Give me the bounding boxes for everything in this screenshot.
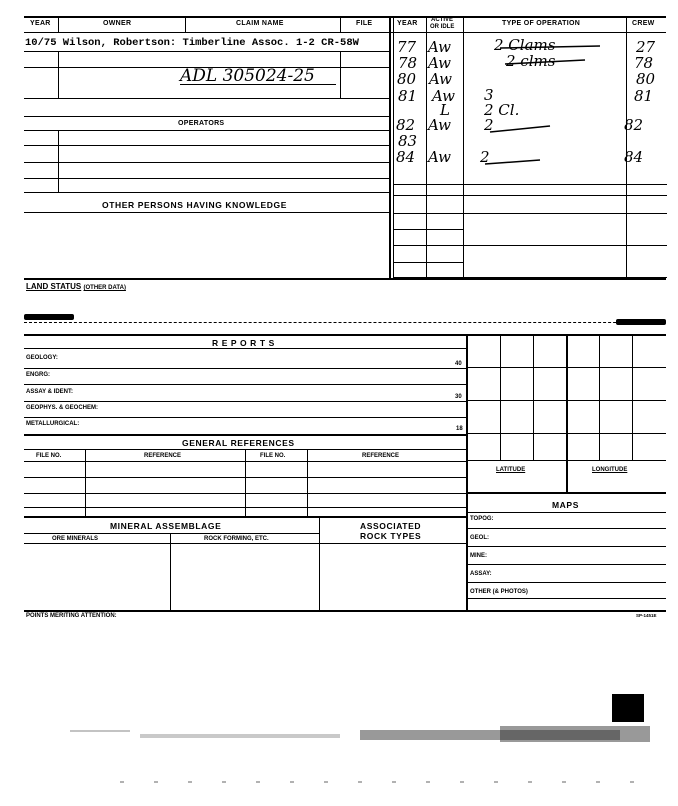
log-op-4: 3	[484, 86, 494, 104]
grid-row	[466, 367, 666, 368]
adl-underline	[180, 84, 336, 85]
adl-number: ADL 305024-25	[180, 66, 315, 86]
log-status-4: Aw	[432, 87, 455, 105]
log-status-1: Aw	[428, 38, 451, 56]
operators-row-line	[24, 162, 390, 163]
references-bottom	[24, 516, 466, 518]
report-geophys: GEOPHYS. & GEOCHEM:	[26, 405, 99, 411]
log-crew-6: 82	[624, 116, 644, 134]
report-geology: GEOLOGY:	[26, 355, 58, 361]
right-row-line	[393, 184, 667, 185]
maps-topog: TOPOG:	[470, 516, 494, 522]
top-border	[24, 16, 666, 18]
ref-col-divider	[245, 449, 246, 516]
lower-section-bottom	[24, 610, 666, 612]
log-year-2: 78	[398, 54, 418, 72]
log-year-4: 81	[398, 87, 418, 105]
report-metallurgical-num: 18	[456, 426, 463, 432]
mineral-assemblage-title: MINERAL ASSEMBLAGE	[110, 521, 222, 531]
col-divider	[340, 16, 341, 32]
log-year-8: 84	[396, 148, 416, 166]
maps-underline	[466, 512, 666, 513]
grid-row	[466, 433, 666, 434]
report-line	[24, 401, 466, 402]
operators-row-line	[24, 178, 390, 179]
right-row-line	[393, 262, 463, 263]
grid-col	[533, 334, 534, 460]
header-type-of-operation: TYPE OF OPERATION	[502, 20, 581, 27]
mineral-assoc-divider	[319, 516, 320, 610]
right-block-divider	[389, 16, 391, 278]
operators-title: OPERATORS	[178, 120, 225, 127]
log-crew-4: 81	[634, 87, 654, 105]
operators-bottom-line	[24, 192, 390, 193]
header-year: YEAR	[30, 20, 51, 27]
log-op-2: 2 clms	[506, 52, 556, 70]
report-geology-num: 40	[455, 361, 462, 367]
operators-row-line	[24, 145, 390, 146]
header-active: ACTIVE	[431, 17, 454, 23]
grid-col	[632, 334, 633, 460]
maps-row-line	[466, 564, 666, 565]
coords-bottom	[466, 492, 666, 494]
points-meriting-label: POINTS MERITING ATTENTION:	[26, 613, 117, 619]
header-file: FILE	[356, 20, 373, 27]
log-year-6: 82	[396, 116, 416, 134]
maps-row-line	[466, 546, 666, 547]
ref-row-line	[24, 477, 466, 478]
maps-mine: MINE:	[470, 553, 487, 559]
log-crew-2: 78	[634, 54, 654, 72]
land-status-sub: (OTHER DATA)	[83, 285, 126, 291]
col-divider	[185, 16, 186, 32]
claim-typed-line: 10/75 Wilson, Robertson: Timberline Assoc. 1-2 CR-58W	[25, 37, 359, 49]
log-status-3: Aw	[429, 70, 452, 88]
header-claim-name: CLAIM NAME	[236, 20, 284, 27]
log-op-6: 2	[484, 116, 494, 134]
reports-right-border	[466, 334, 468, 610]
log-op-1: 2 Clams	[494, 36, 556, 54]
ref-col-file-no-2: FILE NO.	[260, 453, 286, 459]
grid-row	[466, 460, 666, 461]
ref-col-reference: REFERENCE	[144, 453, 182, 459]
right-row-line	[393, 245, 667, 246]
right-row-line	[393, 195, 667, 196]
mineral-col-rock-forming: ROCK FORMING, ETC.	[204, 536, 269, 542]
claim-row-line	[24, 98, 390, 99]
ref-row-line	[24, 507, 466, 508]
operators-top-line	[24, 116, 390, 117]
col-divider	[58, 130, 59, 192]
report-line	[24, 384, 466, 385]
reports-title: R E P O R T S	[212, 338, 275, 348]
other-persons-underline	[24, 212, 390, 213]
grid-col	[599, 334, 600, 460]
col-divider	[340, 51, 341, 98]
mineral-underline	[24, 533, 319, 534]
maps-assay: ASSAY:	[470, 571, 492, 577]
land-status-text: LAND STATUS	[26, 282, 82, 291]
marker-bar-left	[24, 314, 74, 320]
land-status-label	[26, 282, 126, 291]
ref-col-file-no: FILE NO.	[36, 453, 62, 459]
log-year-3: 80	[397, 70, 417, 88]
general-references-title: GENERAL REFERENCES	[182, 438, 295, 448]
other-persons-title: OTHER PERSONS HAVING KNOWLEDGE	[102, 200, 288, 210]
status-col-divider	[463, 16, 464, 278]
log-year-7: 83	[398, 132, 418, 150]
maps-row-line	[466, 598, 666, 599]
longitude-label: LONGITUDE	[592, 467, 628, 473]
ref-col-divider	[307, 449, 308, 516]
report-assay: ASSAY & IDENT:	[26, 389, 74, 395]
mineral-col-divider	[170, 533, 171, 610]
log-op-5: 2 Cl.	[484, 101, 520, 119]
maps-row-line	[466, 528, 666, 529]
col-divider	[58, 51, 59, 98]
header-owner: OWNER	[103, 20, 132, 27]
log-year-1: 77	[397, 38, 417, 56]
right-row-line	[393, 213, 667, 214]
reports-top	[24, 334, 666, 336]
land-status-line	[24, 322, 666, 323]
claim-row-line	[24, 51, 390, 52]
mineral-header-line	[24, 543, 466, 544]
reports-bottom	[24, 434, 466, 436]
associated-title-2: ROCK TYPES	[360, 531, 422, 541]
mineral-col-ore: ORE MINERALS	[52, 536, 99, 542]
scan-noise	[60, 690, 670, 800]
right-block-divider-2	[393, 16, 394, 278]
ref-col-reference-2: REFERENCE	[362, 453, 400, 459]
maps-other: OTHER (& PHOTOS)	[470, 589, 528, 595]
grid-col-center	[566, 334, 568, 492]
header-year-2: YEAR	[397, 20, 418, 27]
maps-row-line	[466, 582, 666, 583]
report-line	[24, 417, 466, 418]
reports-underline	[24, 348, 466, 349]
maps-geol: GEOL:	[470, 535, 489, 541]
report-metallurgical: METALLURGICAL:	[26, 421, 80, 427]
header-or-idle: OR IDLE	[430, 24, 455, 30]
log-status-2: Aw	[428, 54, 451, 72]
log-crew-8: 84	[624, 148, 644, 166]
report-assay-num: 30	[455, 394, 462, 400]
ref-col-divider	[85, 449, 86, 516]
log-crew-1: 27	[636, 38, 656, 56]
right-row-line	[393, 229, 463, 230]
latitude-label: LATITUDE	[496, 467, 526, 473]
year-col-divider	[426, 16, 427, 278]
handwriting-strokes	[470, 40, 670, 180]
log-status-8: Aw	[428, 148, 451, 166]
upper-section-bottom	[24, 278, 666, 280]
form-code: SP-1451E	[636, 613, 657, 618]
associated-title-1: ASSOCIATED	[360, 521, 422, 531]
log-op-8: 2	[480, 148, 490, 166]
log-status-5: L	[440, 101, 450, 119]
report-engrg: ENGRG:	[26, 372, 50, 378]
log-crew-3: 80	[636, 70, 656, 88]
operators-underline	[24, 130, 390, 131]
ref-row-line	[24, 493, 466, 494]
log-status-6: Aw	[428, 116, 451, 134]
header-underline	[24, 32, 666, 33]
header-crew: CREW	[632, 20, 655, 27]
report-line	[24, 368, 466, 369]
col-divider	[58, 16, 59, 32]
grid-row	[466, 400, 666, 401]
grid-col	[500, 334, 501, 460]
maps-title: MAPS	[552, 500, 579, 510]
